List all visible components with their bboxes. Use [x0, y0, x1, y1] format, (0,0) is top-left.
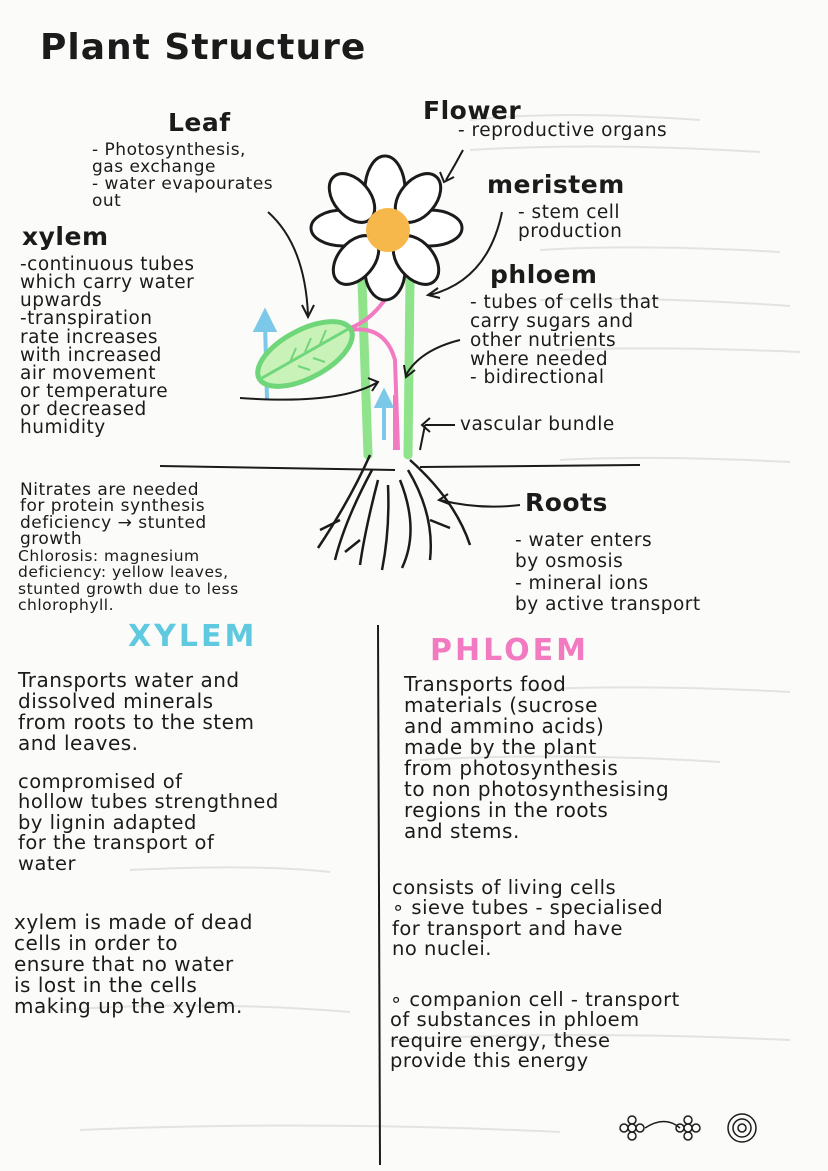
doodle-flowers [620, 1114, 756, 1142]
phloem-paragraph-1: Transports food materials (sucrose and ammino acids) made by the plant from photosynthesis to non photosynthesising regions in the roots and stems. [404, 672, 670, 843]
phloem-column-heading: PHLOEM [430, 633, 589, 668]
phloem-lines [350, 295, 398, 450]
flower-drawing [311, 156, 462, 300]
xylem-paragraph-2: compromised of hollow tubes strengthned by lignin adapted for the transport of water [18, 770, 279, 875]
chlorosis-note: Chlorosis: magnesium deficiency: yellow leaves, stunted growth due to less chlorophyll. [18, 547, 239, 614]
roots-drawing [318, 455, 470, 570]
flower-notes: - reproductive organs [458, 120, 668, 141]
column-divider [378, 625, 380, 1165]
flower-heading: Flower [423, 96, 522, 125]
phloem-diagram-heading: phloem [490, 260, 598, 289]
phloem-paragraph-2: consists of living cells ∘ sieve tubes - specialised for transport and have no nuclei. [392, 876, 664, 961]
xylem-diagram-heading: xylem [22, 222, 109, 251]
phloem-diagram-notes: - tubes of cells that carry sugars and other nutrients where needed - bidirectional [470, 292, 660, 389]
roots-notes: - water enters by osmosis - mineral ions by active transport [515, 530, 701, 615]
page-title: Plant Structure [40, 27, 367, 68]
xylem-paragraph-3: xylem is made of dead cells in order to ensure that no water is lost in the cells making up the xylem. [14, 910, 253, 1018]
leaf-notes: - Photosynthesis, gas exchange - water evapourates out [92, 140, 274, 211]
xylem-column-heading: XYLEM [128, 619, 258, 654]
ground-line [160, 465, 640, 470]
meristem-notes: - stem cell production [518, 202, 623, 242]
nitrates-note: Nitrates are needed for protein synthesis deficiency → stunted growth [20, 480, 207, 549]
vascular-bundle-label: vascular bundle [460, 414, 615, 435]
phloem-paragraph-3: ∘ companion cell - transport of substances in phloem require energy, these provide this energy [390, 988, 680, 1073]
xylem-paragraph-1: Transports water and dissolved minerals from roots to the stem and leaves. [18, 668, 255, 755]
roots-heading: Roots [525, 488, 608, 517]
xylem-diagram-notes: -continuous tubes which carry water upwards -transpiration rate increases with increased air movement or temperature or decreased humidity [20, 254, 195, 439]
leaf-heading: Leaf [168, 108, 231, 137]
meristem-heading: meristem [487, 170, 625, 199]
